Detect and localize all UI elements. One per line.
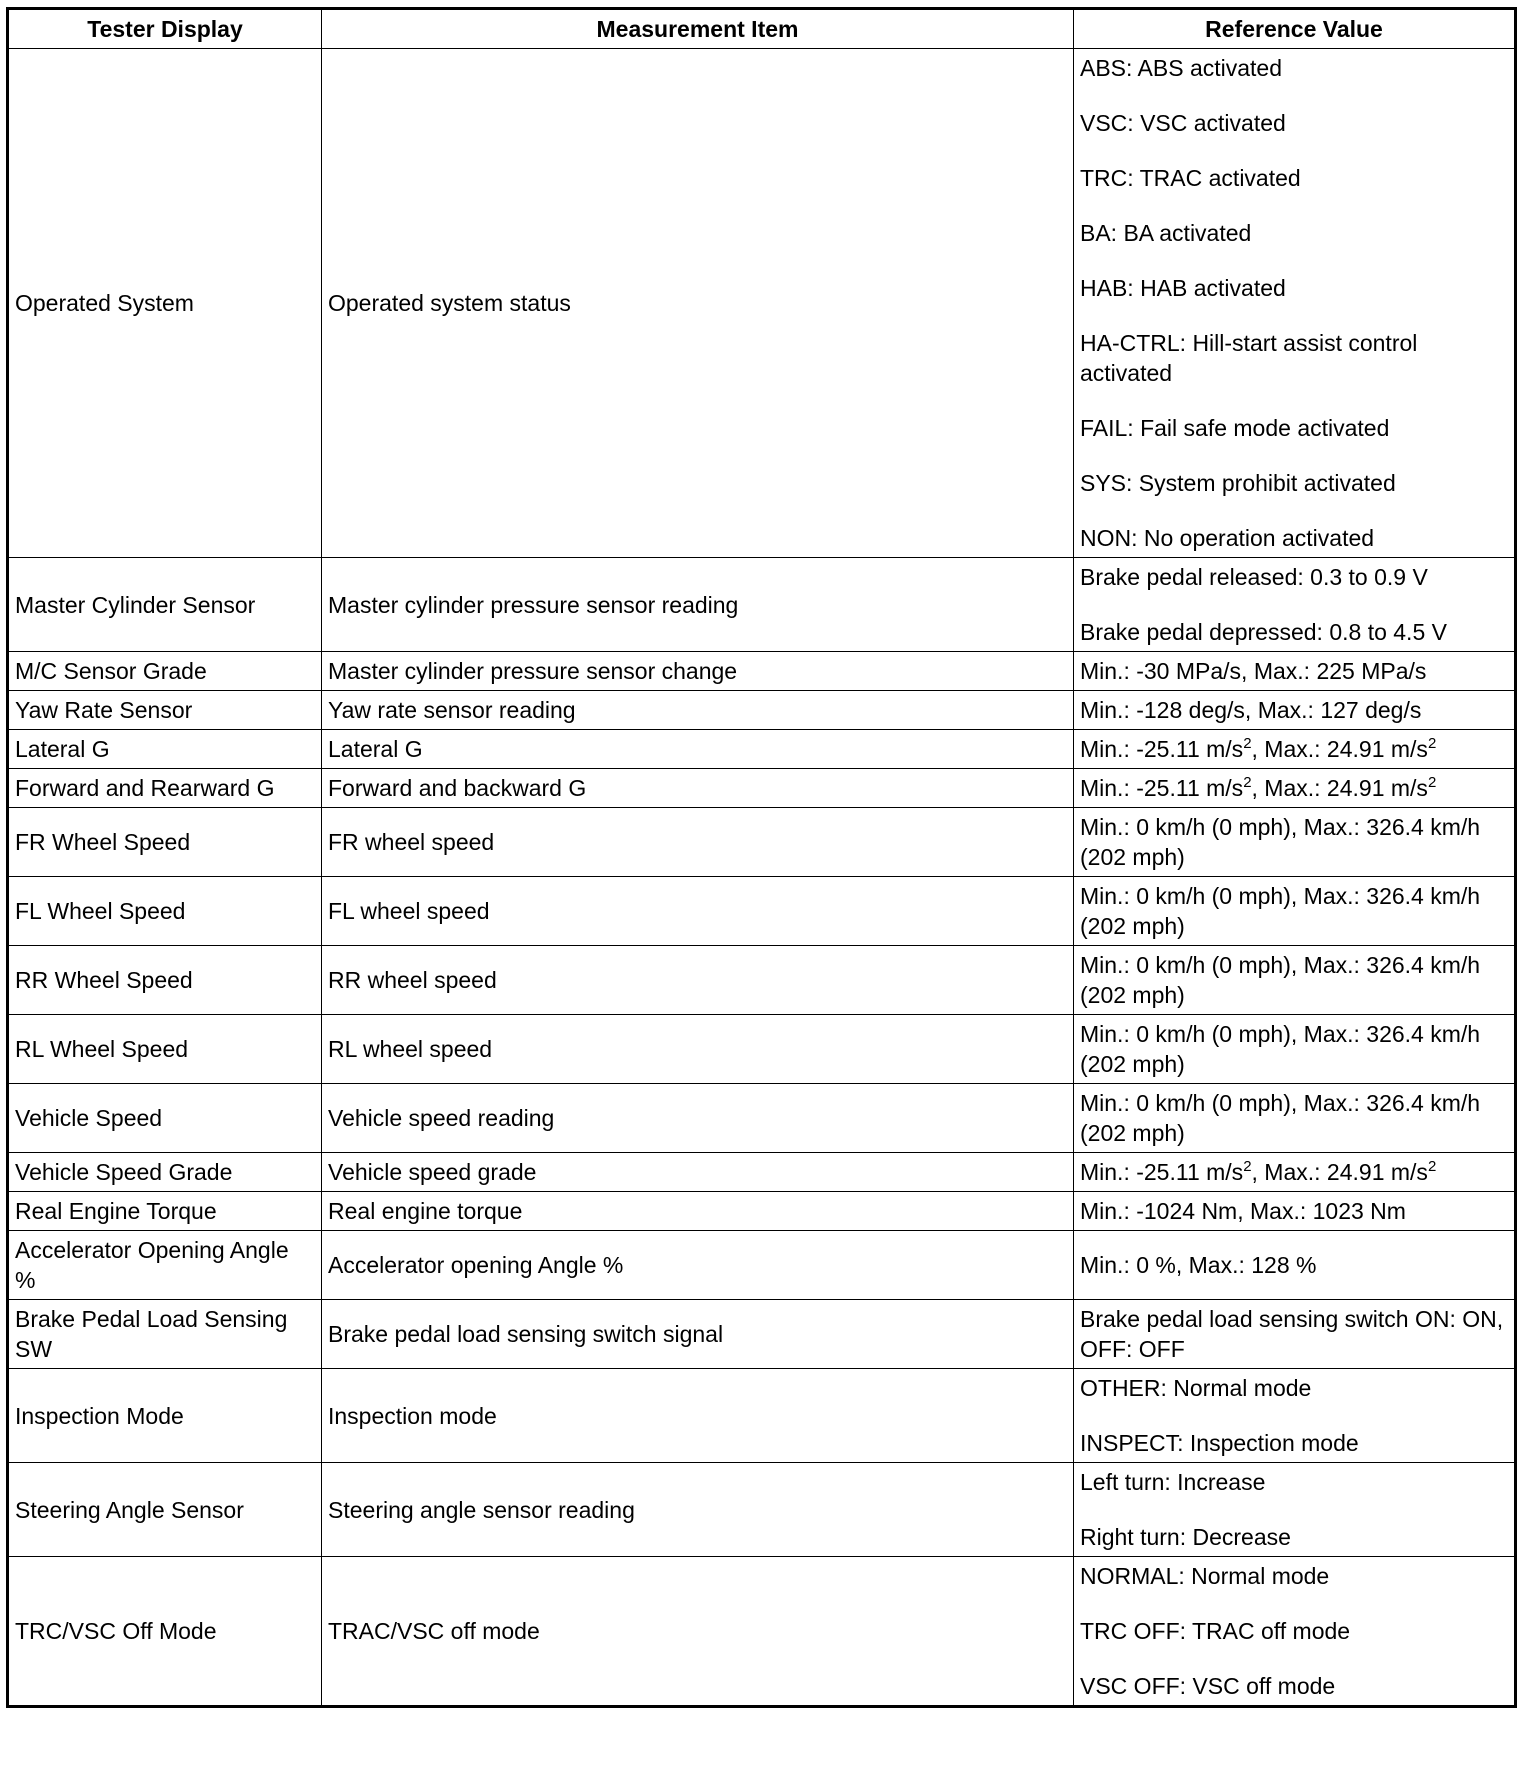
reference-value-line: NON: No operation activated bbox=[1080, 525, 1375, 551]
table-row bbox=[8, 1557, 1516, 1707]
reference-value-line bbox=[1080, 1157, 1508, 1187]
measurement-item-cell: Master cylinder pressure sensor reading bbox=[322, 558, 1074, 652]
measurement-item-cell: RR wheel speed bbox=[322, 946, 1074, 1015]
tester-display-cell: TRC/VSC Off Mode bbox=[8, 1557, 322, 1707]
reference-value-cell bbox=[1074, 691, 1516, 730]
reference-value-line: Min.: 0 km/h (0 mph), Max.: 326.4 km/h (202 mph) bbox=[1080, 883, 1481, 939]
reference-value-line bbox=[1080, 734, 1508, 764]
measurement-item-cell: Forward and backward G bbox=[322, 769, 1074, 808]
reference-value-cell bbox=[1074, 808, 1516, 877]
reference-value-line: Brake pedal released: 0.3 to 0.9 V bbox=[1080, 564, 1428, 590]
reference-value-cell bbox=[1074, 1015, 1516, 1084]
measurement-item-cell: Inspection mode bbox=[322, 1369, 1074, 1463]
table-row bbox=[8, 1192, 1516, 1231]
min-unit-superscript: 2 bbox=[1243, 774, 1252, 791]
reference-value-cell bbox=[1074, 877, 1516, 946]
table-row bbox=[8, 1015, 1516, 1084]
table-row bbox=[8, 1084, 1516, 1153]
reference-value-cell bbox=[1074, 1084, 1516, 1153]
max-unit-superscript: 2 bbox=[1427, 1158, 1437, 1175]
table-row bbox=[8, 769, 1516, 808]
reference-value-cell bbox=[1074, 652, 1516, 691]
reference-value-line: VSC: VSC activated bbox=[1080, 110, 1286, 136]
reference-value-cell bbox=[1074, 558, 1516, 652]
table-row bbox=[8, 1369, 1516, 1463]
tester-display-cell: Vehicle Speed Grade bbox=[8, 1153, 322, 1192]
tester-display-cell: FL Wheel Speed bbox=[8, 877, 322, 946]
reference-value-cell bbox=[1074, 1153, 1516, 1192]
measurement-item-cell: Master cylinder pressure sensor change bbox=[322, 652, 1074, 691]
reference-value-line: NORMAL: Normal mode bbox=[1080, 1563, 1330, 1589]
measurement-item-cell: Steering angle sensor reading bbox=[322, 1463, 1074, 1557]
reference-value-line: HA-CTRL: Hill-start assist control activated bbox=[1080, 330, 1418, 386]
tester-display-cell: Real Engine Torque bbox=[8, 1192, 322, 1231]
table-row bbox=[8, 652, 1516, 691]
tester-display-cell: Inspection Mode bbox=[8, 1369, 322, 1463]
measurement-item-cell: Operated system status bbox=[322, 49, 1074, 558]
max-value-text: , Max.: 24.91 m/s bbox=[1251, 775, 1428, 801]
reference-value-line: Right turn: Decrease bbox=[1080, 1524, 1291, 1550]
measurement-item-cell: FL wheel speed bbox=[322, 877, 1074, 946]
reference-value-line: Min.: 0 %, Max.: 128 % bbox=[1080, 1252, 1317, 1278]
reference-value-line: BA: BA activated bbox=[1080, 220, 1252, 246]
tester-display-cell: Lateral G bbox=[8, 730, 322, 769]
table-row bbox=[8, 1231, 1516, 1300]
tester-display-cell: RR Wheel Speed bbox=[8, 946, 322, 1015]
header-tester-display: Tester Display bbox=[8, 9, 322, 49]
table-row bbox=[8, 1153, 1516, 1192]
table-row bbox=[8, 49, 1516, 558]
reference-value-cell bbox=[1074, 1231, 1516, 1300]
min-value-text: Min.: -25.11 m/s bbox=[1080, 775, 1244, 801]
reference-value-line: Brake pedal depressed: 0.8 to 4.5 V bbox=[1080, 619, 1447, 645]
table-row bbox=[8, 877, 1516, 946]
reference-value-line: FAIL: Fail safe mode activated bbox=[1080, 415, 1390, 441]
reference-value-line: SYS: System prohibit activated bbox=[1080, 470, 1396, 496]
table-row bbox=[8, 691, 1516, 730]
reference-value-line: TRC: TRAC activated bbox=[1080, 165, 1301, 191]
reference-value-cell bbox=[1074, 730, 1516, 769]
reference-value-line: Min.: 0 km/h (0 mph), Max.: 326.4 km/h (202 mph) bbox=[1080, 1090, 1481, 1146]
min-value-text: Min.: -25.11 m/s bbox=[1080, 1159, 1244, 1185]
reference-value-line: Min.: 0 km/h (0 mph), Max.: 326.4 km/h (202 mph) bbox=[1080, 952, 1481, 1008]
measurement-item-cell: Accelerator opening Angle % bbox=[322, 1231, 1074, 1300]
reference-value-cell bbox=[1074, 1300, 1516, 1369]
reference-value-line: Min.: -128 deg/s, Max.: 127 deg/s bbox=[1080, 697, 1422, 723]
table-row bbox=[8, 808, 1516, 877]
tester-display-cell: Accelerator Opening Angle % bbox=[8, 1231, 322, 1300]
reference-value-line: Min.: 0 km/h (0 mph), Max.: 326.4 km/h (202 mph) bbox=[1080, 814, 1481, 870]
reference-value-line: Left turn: Increase bbox=[1080, 1469, 1266, 1495]
reference-value-cell bbox=[1074, 1557, 1516, 1707]
tester-display-cell: Brake Pedal Load Sensing SW bbox=[8, 1300, 322, 1369]
reference-value-cell bbox=[1074, 1463, 1516, 1557]
min-unit-superscript: 2 bbox=[1243, 735, 1252, 752]
table-row bbox=[8, 946, 1516, 1015]
measurement-item-cell: FR wheel speed bbox=[322, 808, 1074, 877]
measurement-item-cell: Yaw rate sensor reading bbox=[322, 691, 1074, 730]
max-value-text: , Max.: 24.91 m/s bbox=[1251, 736, 1428, 762]
reference-table bbox=[6, 7, 1517, 1708]
measurement-item-cell: Real engine torque bbox=[322, 1192, 1074, 1231]
table-row bbox=[8, 558, 1516, 652]
tester-display-cell: FR Wheel Speed bbox=[8, 808, 322, 877]
min-unit-superscript: 2 bbox=[1243, 1158, 1252, 1175]
reference-value-cell bbox=[1074, 1369, 1516, 1463]
tester-display-cell: M/C Sensor Grade bbox=[8, 652, 322, 691]
tester-display-cell: Yaw Rate Sensor bbox=[8, 691, 322, 730]
reference-value-line: Min.: -30 MPa/s, Max.: 225 MPa/s bbox=[1080, 658, 1427, 684]
tester-display-cell: Master Cylinder Sensor bbox=[8, 558, 322, 652]
header-reference-value: Reference Value bbox=[1074, 9, 1516, 49]
table-body bbox=[8, 49, 1516, 1707]
reference-value-line: Brake pedal load sensing switch ON: ON, OFF: OFF bbox=[1080, 1306, 1504, 1362]
reference-value-line: Min.: -1024 Nm, Max.: 1023 Nm bbox=[1080, 1198, 1406, 1224]
max-value-text: , Max.: 24.91 m/s bbox=[1251, 1159, 1428, 1185]
reference-value-cell bbox=[1074, 769, 1516, 808]
tester-display-cell: RL Wheel Speed bbox=[8, 1015, 322, 1084]
reference-value-cell bbox=[1074, 946, 1516, 1015]
tester-display-cell: Steering Angle Sensor bbox=[8, 1463, 322, 1557]
min-value-text: Min.: -25.11 m/s bbox=[1080, 736, 1244, 762]
tester-display-cell: Operated System bbox=[8, 49, 322, 558]
table-row bbox=[8, 1463, 1516, 1557]
table-row bbox=[8, 730, 1516, 769]
measurement-item-cell: Vehicle speed grade bbox=[322, 1153, 1074, 1192]
tester-display-cell: Forward and Rearward G bbox=[8, 769, 322, 808]
header-row bbox=[8, 9, 1516, 49]
reference-value-line bbox=[1080, 773, 1508, 803]
reference-value-cell bbox=[1074, 1192, 1516, 1231]
measurement-item-cell: Lateral G bbox=[322, 730, 1074, 769]
reference-value-line: TRC OFF: TRAC off mode bbox=[1080, 1618, 1351, 1644]
reference-value-line: ABS: ABS activated bbox=[1080, 55, 1283, 81]
reference-value-line: Min.: 0 km/h (0 mph), Max.: 326.4 km/h (202 mph) bbox=[1080, 1021, 1481, 1077]
header-measurement-item: Measurement Item bbox=[322, 9, 1074, 49]
max-unit-superscript: 2 bbox=[1427, 774, 1437, 791]
max-unit-superscript: 2 bbox=[1427, 735, 1437, 752]
reference-value-line: VSC OFF: VSC off mode bbox=[1080, 1673, 1336, 1699]
measurement-item-cell: Vehicle speed reading bbox=[322, 1084, 1074, 1153]
reference-value-cell bbox=[1074, 49, 1516, 558]
measurement-item-cell: TRAC/VSC off mode bbox=[322, 1557, 1074, 1707]
reference-value-line: HAB: HAB activated bbox=[1080, 275, 1286, 301]
measurement-item-cell: Brake pedal load sensing switch signal bbox=[322, 1300, 1074, 1369]
reference-value-line: INSPECT: Inspection mode bbox=[1080, 1430, 1359, 1456]
tester-display-cell: Vehicle Speed bbox=[8, 1084, 322, 1153]
measurement-item-cell: RL wheel speed bbox=[322, 1015, 1074, 1084]
table-row bbox=[8, 1300, 1516, 1369]
reference-value-line: OTHER: Normal mode bbox=[1080, 1375, 1312, 1401]
